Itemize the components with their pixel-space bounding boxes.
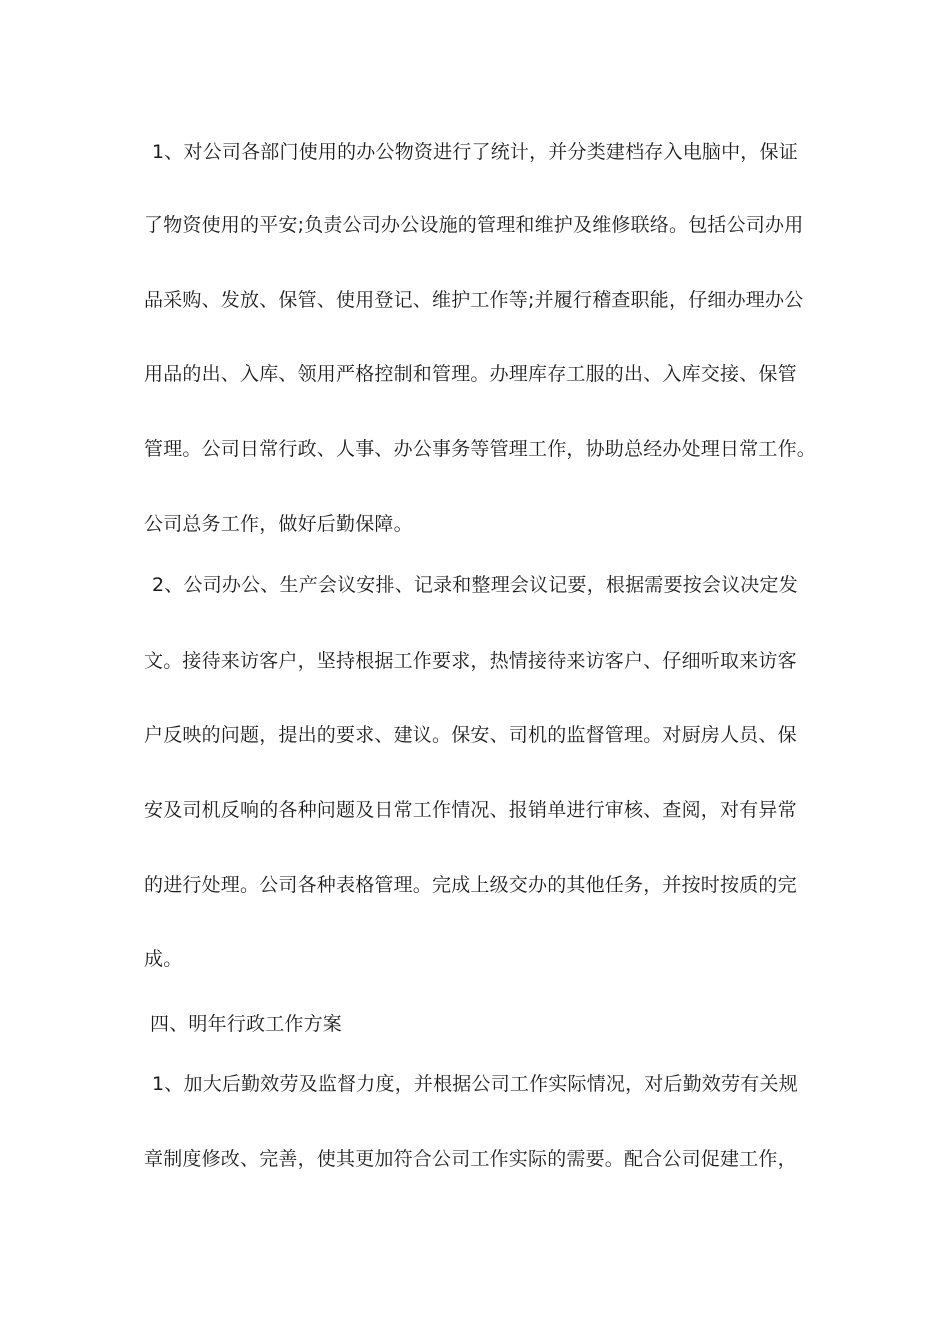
paragraph-line: 安及司机反响的各种问题及日常工作情况、报销单进行审核、查阅，对有异常 — [144, 799, 797, 821]
paragraph-line: 1、加大后勤效劳及监督力度，并根据公司工作实际情况，对后勤效劳有关规 — [152, 1073, 798, 1095]
paragraph-line: 公司总务工作，做好后勤保障。 — [144, 513, 413, 535]
paragraph-line: 成。 — [144, 948, 183, 970]
paragraph-line: 文。接待来访客户，坚持根据工作要求，热情接待来访客户、仔细听取来访客 — [144, 650, 797, 672]
paragraph-line: 的进行处理。公司各种表格管理。完成上级交办的其他任务，并按时按质的完 — [144, 874, 797, 896]
paragraph-line: 了物资使用的平安;负责公司办公设施的管理和维护及维修联络。包括公司办用 — [144, 214, 804, 236]
paragraph-line: 1、对公司各部门使用的办公物资进行了统计，并分类建档存入电脑中，保证 — [152, 141, 798, 163]
paragraph-line: 品采购、发放、保管、使用登记、维护工作等;并履行稽查职能，仔细办理办公 — [144, 289, 804, 311]
paragraph-line: 管理。公司日常行政、人事、办公事务等管理工作，协助总经办处理日常工作。 — [144, 438, 817, 460]
paragraph-line: 用品的出、入库、领用严格控制和管理。办理库存工服的出、入库交接、保管 — [144, 363, 797, 385]
paragraph-line: 户反映的问题，提出的要求、建议。保安、司机的监督管理。对厨房人员、保 — [144, 724, 797, 746]
section-heading: 四、明年行政工作方案 — [150, 1013, 343, 1035]
paragraph-line: 2、公司办公、生产会议安排、记录和整理会议记要，根据需要按会议决定发 — [152, 574, 798, 596]
paragraph-line: 章制度修改、完善，使其更加符合公司工作实际的需要。配合公司促建工作， — [144, 1148, 797, 1170]
